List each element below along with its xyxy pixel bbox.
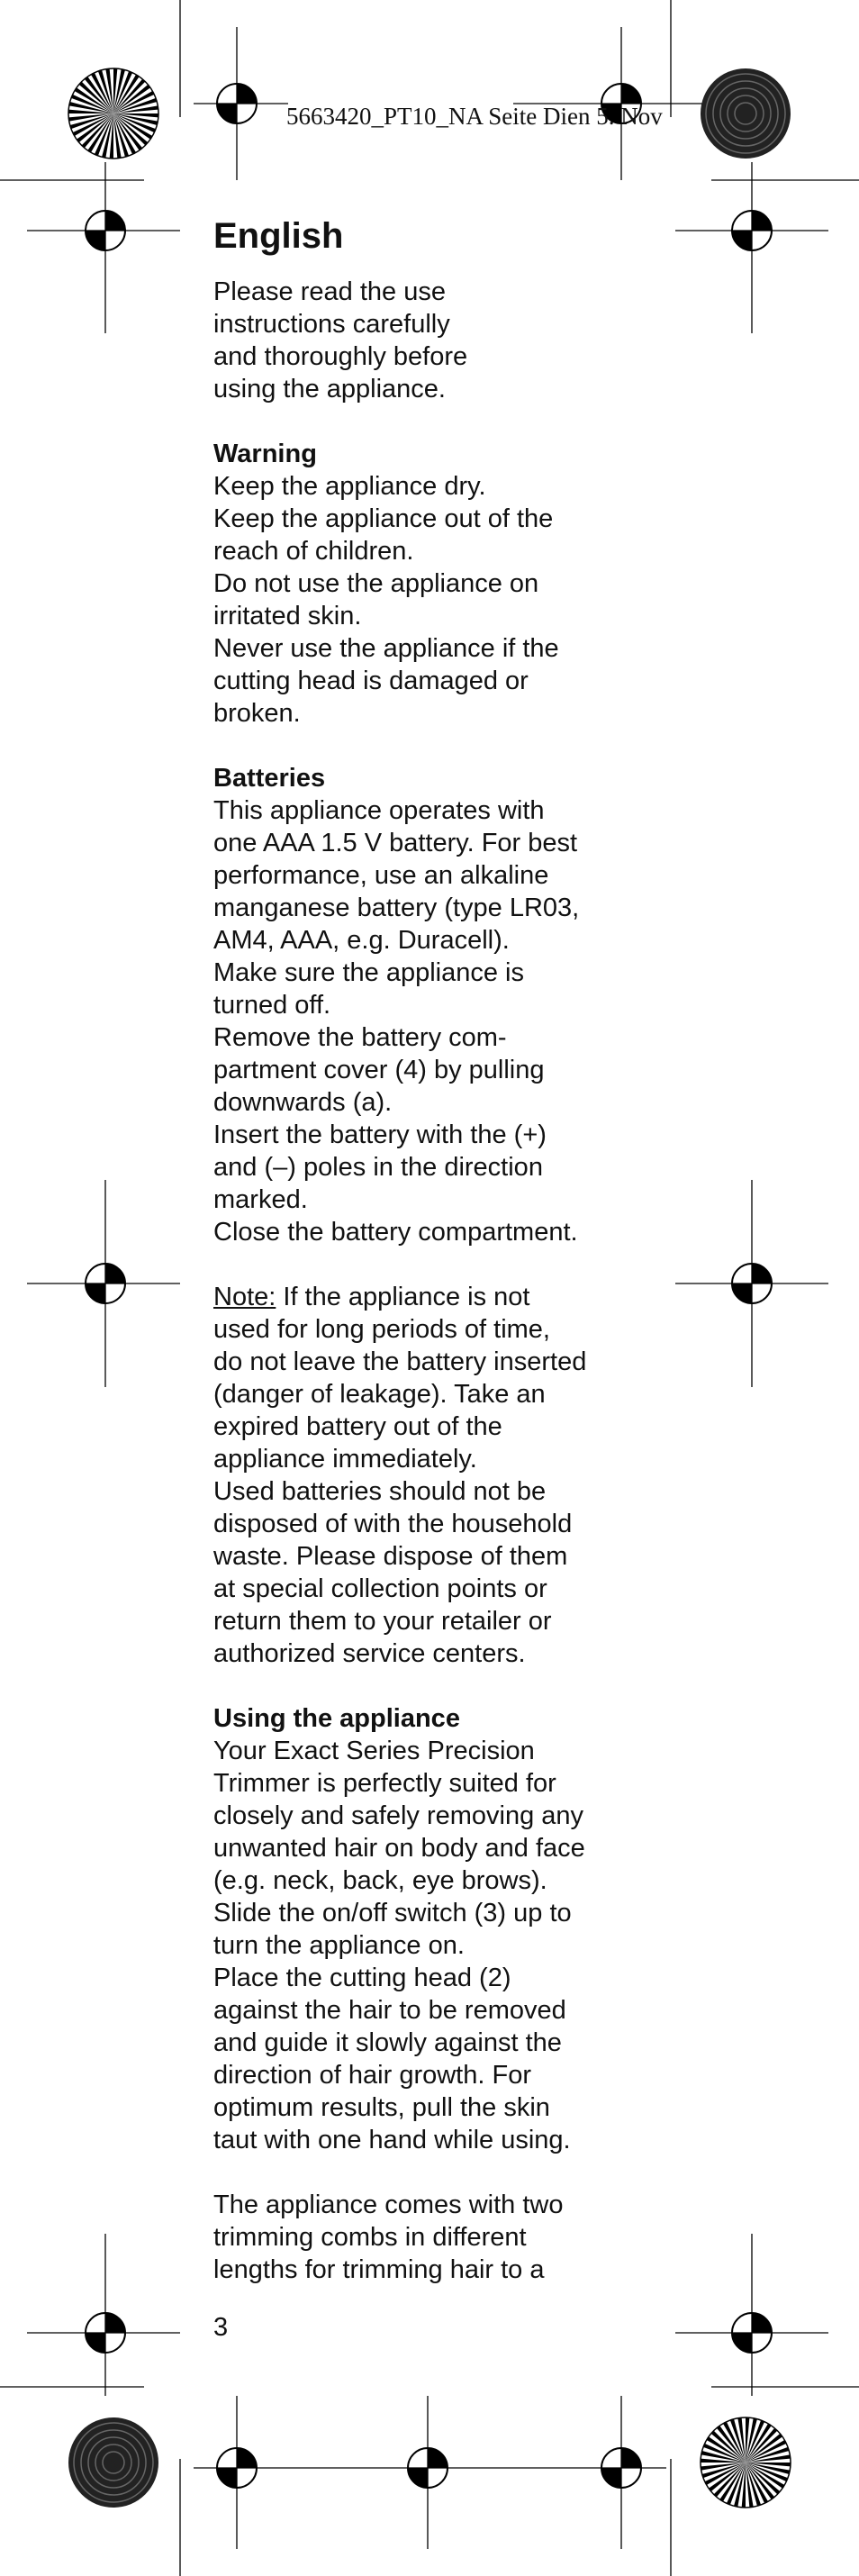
using-line: optimum results, pull the skin <box>213 2093 550 2122</box>
starburst-ray <box>746 2463 791 2466</box>
using-line: against the hair to be removed <box>213 1996 566 2025</box>
intro-line: Please read the use <box>213 277 446 306</box>
batteries-line: manganese battery (type LR03, <box>213 893 580 922</box>
warning-line: broken. <box>213 699 301 728</box>
note-first-line-text: If the appliance is not <box>276 1283 530 1311</box>
batteries-line: one AAA 1.5 V battery. For best <box>213 829 578 857</box>
intro-line: and thoroughly before <box>213 342 468 371</box>
batteries-line: performance, use an alkaline <box>213 861 549 890</box>
intro-line: instructions carefully <box>213 310 450 339</box>
starburst-ray <box>746 2417 749 2463</box>
using-line: Your Exact Series Precision <box>213 1737 535 1765</box>
warning-line: Keep the appliance dry. <box>213 472 486 501</box>
manual-content <box>213 205 682 2286</box>
note-line: waste. Please dispose of them <box>213 1542 568 1571</box>
note-label: Note: <box>213 1283 276 1311</box>
note-line: disposed of with the household <box>213 1510 573 1538</box>
intro-line: using the appliance. <box>213 375 446 404</box>
batteries-heading: Batteries <box>213 764 326 793</box>
batteries-line: Make sure the appliance is <box>213 958 524 987</box>
intro-paragraph <box>213 276 682 405</box>
warning-line: Do not use the appliance on <box>213 569 539 598</box>
using-line: (e.g. neck, back, eye brows). <box>213 1866 547 1895</box>
using-line: direction of hair growth. For <box>213 2061 531 2090</box>
note-line: authorized service centers. <box>213 1639 526 1668</box>
batteries-line: partment cover (4) by pulling <box>213 1056 545 1084</box>
warning-line: reach of children. <box>213 537 414 566</box>
using-section <box>213 1702 682 2156</box>
combs-line: trimming combs in different <box>213 2223 527 2252</box>
using-line: unwanted hair on body and face <box>213 1834 585 1863</box>
note-first-line <box>213 1281 682 1313</box>
using-line: and guide it slowly against the <box>213 2028 562 2057</box>
batteries-line: AM4, AAA, e.g. Duracell). <box>213 926 510 955</box>
note-line: used for long periods of time, <box>213 1315 550 1344</box>
starburst-ray <box>113 68 117 113</box>
starburst-ray <box>68 110 113 113</box>
warning-section <box>213 438 682 730</box>
using-line: Slide the on/off switch (3) up to <box>213 1899 572 1927</box>
note-line: appliance immediately. <box>213 1445 477 1474</box>
batteries-line: Remove the battery com- <box>213 1023 507 1052</box>
warning-line: Never use the appliance if the <box>213 634 559 663</box>
combs-line: lengths for trimming hair to a <box>213 2255 545 2284</box>
note-line: return them to your retailer or <box>213 1607 552 1636</box>
batteries-line: This appliance operates with <box>213 796 545 825</box>
note-line: do not leave the battery inserted <box>213 1347 587 1376</box>
combs-paragraph <box>213 2189 682 2286</box>
using-line: turn the appliance on. <box>213 1931 465 1960</box>
combs-line: The appliance comes with two <box>213 2191 564 2219</box>
batteries-line: turned off. <box>213 991 331 1020</box>
note-line: expired battery out of the <box>213 1412 502 1441</box>
warning-line: Keep the appliance out of the <box>213 504 554 533</box>
starburst-ray <box>701 2459 746 2463</box>
note-section <box>213 1281 682 1670</box>
using-line: Place the cutting head (2) <box>213 1964 511 1992</box>
page-title: English <box>213 216 344 256</box>
note-line: at special collection points or <box>213 1574 547 1603</box>
batteries-line: Insert the battery with the (+) <box>213 1120 547 1149</box>
batteries-line: and (–) poles in the direction <box>213 1153 543 1182</box>
starburst-ray <box>113 113 158 117</box>
using-line: closely and safely removing any <box>213 1801 584 1830</box>
print-slug-header: 5663420_PT10_NA Seite Dien 5. Nov <box>286 103 663 130</box>
batteries-line: marked. <box>213 1185 308 1214</box>
note-line: Used batteries should not be <box>213 1477 547 1506</box>
note-line: (danger of leakage). Take an <box>213 1380 546 1409</box>
page-number: 3 <box>213 2313 229 2342</box>
warning-line: irritated skin. <box>213 602 362 630</box>
using-line: Trimmer is perfectly suited for <box>213 1769 556 1798</box>
using-heading: Using the appliance <box>213 1704 460 1733</box>
batteries-section <box>213 762 682 1248</box>
batteries-line: downwards (a). <box>213 1088 393 1117</box>
starburst-ray <box>742 2463 746 2508</box>
batteries-line: Close the battery compartment. <box>213 1218 578 1247</box>
warning-line: cutting head is damaged or <box>213 667 529 695</box>
using-line: taut with one hand while using. <box>213 2126 571 2154</box>
starburst-ray <box>110 113 113 159</box>
warning-heading: Warning <box>213 440 317 468</box>
